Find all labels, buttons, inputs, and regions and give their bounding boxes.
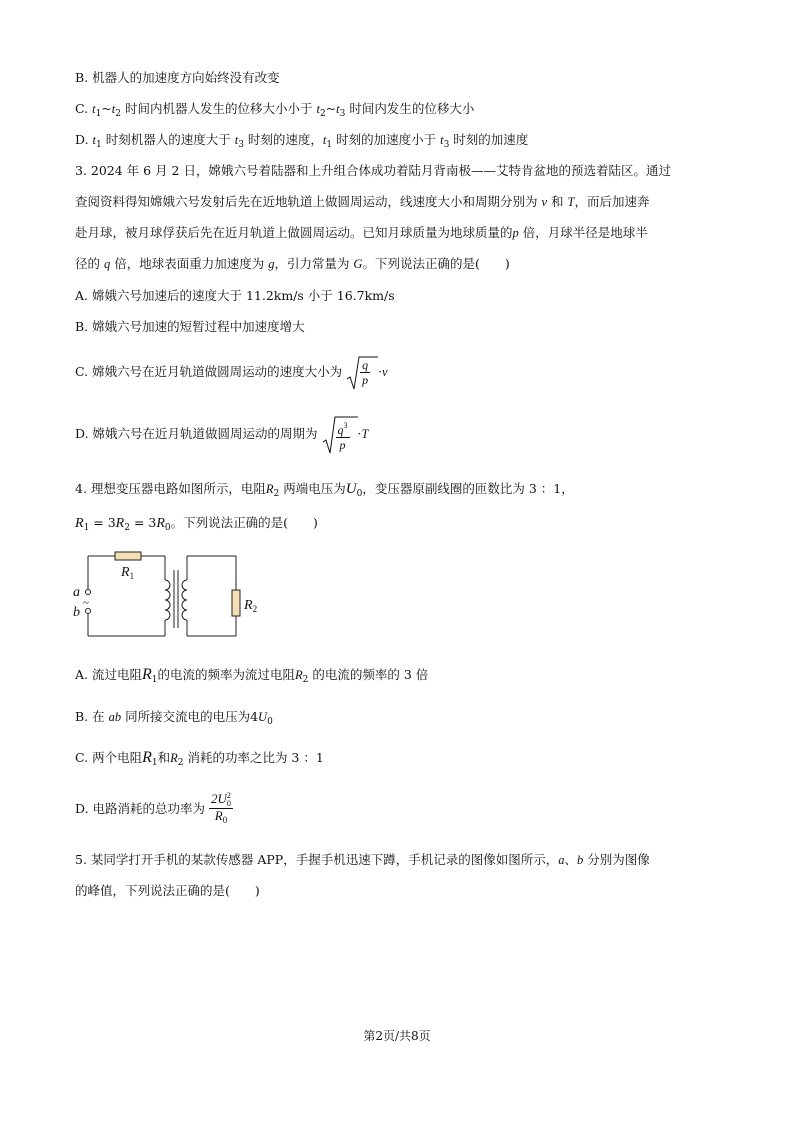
q3-stem-line1: 3. 2024 年 6 月 2 日，嫦娥六号着陆器和上升组合体成功着陆月背南极——艾特肯盆地的预选着陆区。通过 bbox=[75, 163, 671, 178]
sqrt-q3-over-p: $\frac{q^3}{p}$ bbox=[322, 415, 358, 455]
circuit-label-b: b bbox=[73, 605, 80, 620]
q4-option-b: B. 在 ab 同所接交流电的电压为$4U_0$ bbox=[75, 709, 273, 727]
q2-option-b: B. 机器人的加速度方向始终没有改变 bbox=[75, 70, 280, 85]
circuit-label-r2: $R_2$ bbox=[244, 598, 258, 614]
q4-option-a: A. 流过电阻$R_1$的电流的频率为流过电阻$R_2$ 的电流的频率的 3 倍 bbox=[75, 666, 429, 685]
q4-option-c: C. 两个电阻$R_1$和$R_2$ 消耗的功率之比为 3 ：1 bbox=[75, 749, 324, 768]
circuit-label-a: a bbox=[73, 585, 80, 600]
q3-option-a: A. 嫦娥六号加速后的速度大于 11.2km/s 小于 16.7km/s bbox=[75, 288, 395, 303]
q3-stem-line4: 径的 q 倍，地球表面重力加速度为 g，引力常量为 G。下列说法正确的是( ) bbox=[75, 256, 510, 271]
q4-stem-line1: 4. 理想变压器电路如图所示，电阻$R_2$ 两端电压为$U_0$，变压器原副线圈的匝数比为 3 ：1， bbox=[75, 481, 574, 499]
q5-stem-line2: 的峰值，下列说法正确的是( ) bbox=[75, 883, 260, 898]
q2-option-d: D. $t_1$ 时刻机器人的速度大于 $t_3$ 时刻的速度，$t_1$ 时刻的加速度小于 $t_3$ 时刻的加速度 bbox=[75, 132, 529, 150]
ac-source-symbol: ~ bbox=[83, 597, 89, 609]
q3-option-d: D. 嫦娥六号在近月轨道做圆周运动的周期为 $\frac{q^3}{p}$ ·T bbox=[75, 412, 368, 456]
q3-option-c: C. 嫦娥六号在近月轨道做圆周运动的速度大小为 $\frac{q}{p}$ ·v bbox=[75, 352, 388, 392]
transformer-circuit-diagram bbox=[70, 548, 270, 648]
circuit-label-r1: $R_1$ bbox=[121, 565, 135, 581]
q3-stem-line2: 查阅资料得知嫦娥六号发射后先在近地轨道上做圆周运动，线速度大小和周期分别为 v 和 T，而后加速奔 bbox=[75, 194, 650, 209]
q4-stem-line2: $R_1 = 3R_2 = 3R_0$。下列说法正确的是( ) bbox=[75, 515, 318, 533]
sqrt-q-over-p: $\frac{q}{p}$ bbox=[346, 355, 378, 391]
q3-stem-line3: 赴月球，被月球俘获后先在近月轨道上做圆周运动。已知月球质量为地球质量的p 倍，月球半径是地球半 bbox=[75, 225, 648, 240]
power-fraction: 2U 2 0 $R_0$ bbox=[211, 790, 231, 825]
q3-option-b: B. 嫦娥六号加速的短暂过程中加速度增大 bbox=[75, 319, 305, 334]
q5-stem-line1: 5. 某同学打开手机的某款传感器 APP，手握手机迅速下蹲，手机记录的图像如图所示，a、b 分别为图像 bbox=[75, 852, 650, 867]
q4-option-d: D. 电路消耗的总功率为 2U 2 0 $R_0$ bbox=[75, 790, 231, 825]
q2-option-c: C. $t_1\sim t_2$ 时间内机器人发生的位移大小小于 $t_2\sim t_3$ 时间内发生的位移大小 bbox=[75, 101, 475, 119]
page-footer: 第2页/共8页 bbox=[363, 1029, 431, 1043]
